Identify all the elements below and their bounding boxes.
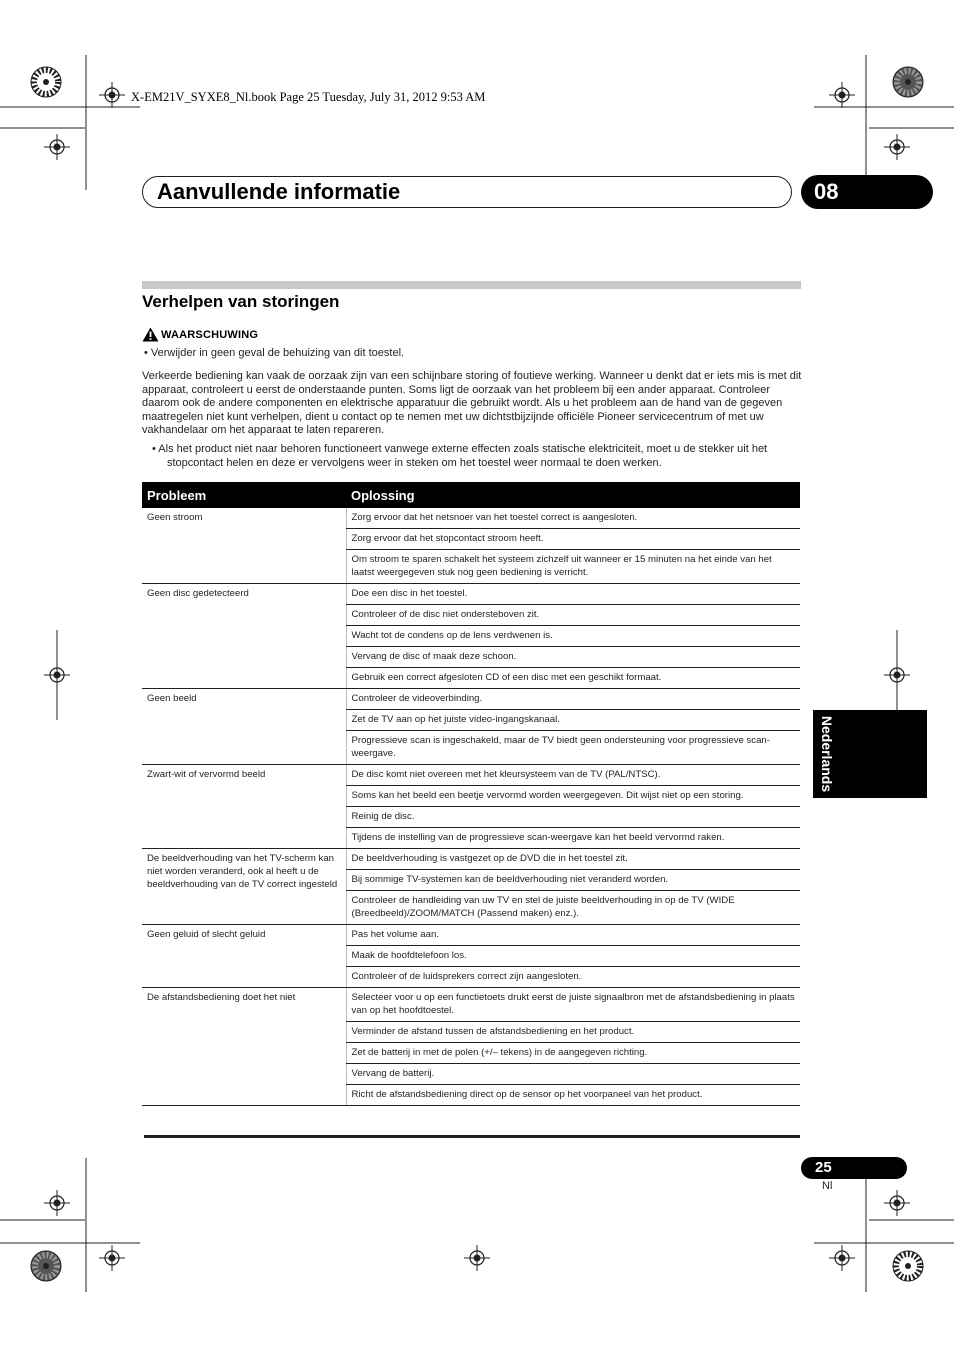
problem-cell: Geen disc gedetecteerd <box>142 584 346 689</box>
solution-cell: Zet de batterij in met de polen (+/– tekens) in de aangegeven richting. <box>346 1043 800 1064</box>
table-row <box>142 689 800 710</box>
solution-cell: Om stroom te sparen schakelt het systeem zichzelf uit wanneer er 15 minuten na het einde van het laatst weergegeven stuk nog geen bediening is verricht. <box>346 550 800 584</box>
crosshair-mark <box>99 1245 125 1271</box>
color-wheel-mark <box>31 1251 61 1281</box>
solution-cell: Vervang de batterij. <box>346 1064 800 1085</box>
solution-cell: Gebruik een correct afgesloten CD of een disc met een geschikt formaat. <box>346 668 800 689</box>
crosshair-mark <box>829 1245 855 1271</box>
section-divider <box>142 281 801 289</box>
solution-cell: Maak de hoofdtelefoon los. <box>346 946 800 967</box>
table-row <box>142 765 800 786</box>
solution-cell: Wacht tot de condens op de lens verdwenen is. <box>346 626 800 647</box>
chapter-title: Aanvullende informatie <box>157 179 401 204</box>
solution-cell: Reinig de disc. <box>346 807 800 828</box>
chapter-number: 08 <box>814 179 839 204</box>
crosshair-mark <box>884 662 910 688</box>
color-wheel-mark <box>31 67 61 97</box>
solution-cell: Bij sommige TV-systemen kan de beeldverhouding niet veranderd worden. <box>346 870 800 891</box>
solution-cell: Selecteer voor u op een functietoets drukt eerst de juiste signaalbron met de afstandsbediening in plaats van op het hoofdtoestel. <box>346 988 800 1022</box>
warning-heading <box>142 327 258 342</box>
solution-cell: Zorg ervoor dat het netsnoer van het toestel correct is aangesloten. <box>346 508 800 529</box>
table-row <box>142 849 800 870</box>
problem-cell: Geen stroom <box>142 508 346 584</box>
color-wheel-mark <box>893 67 923 97</box>
crosshair-mark <box>884 134 910 160</box>
table-row <box>142 925 800 946</box>
troubleshooting-table <box>142 482 800 1106</box>
solution-cell: Tijdens de instelling van de progressieve scan-weergave kan het beeld vervormd raken. <box>346 828 800 849</box>
warning-label: WAARSCHUWING <box>161 328 259 341</box>
file-header: X-EM21V_SYXE8_Nl.book Page 25 Tuesday, July 31, 2012 9:53 AM <box>131 90 486 104</box>
solution-cell: Controleer de handleiding van uw TV en stel de juiste beeldverhouding in op de TV (WIDE (Breedbeeld)/ZOOM/MATCH (Passend maken) enz.). <box>346 891 800 925</box>
page-language-code: Nl <box>822 1180 833 1192</box>
page-number: 25 <box>815 1159 832 1176</box>
solution-cell: De beeldverhouding is vastgezet op de DVD die in het toestel zit. <box>346 849 800 870</box>
table-row <box>142 988 800 1022</box>
crosshair-mark <box>44 662 70 688</box>
solution-cell: Doe een disc in het toestel. <box>346 584 800 605</box>
note-bullet: • Als het product niet naar behoren functioneert vanwege externe effecten zoals statische elektriciteit, moet u de stekker uit het stopcontact helen en deze er vervolgens weer in steken om het toestel weer normaal te doen werken. <box>152 443 768 469</box>
crosshair-mark <box>99 82 125 108</box>
table-row <box>142 584 800 605</box>
problem-cell: Geen beeld <box>142 689 346 765</box>
language-side-tab-text: Nederlands <box>819 715 835 793</box>
table-row <box>142 508 800 529</box>
warning-triangle-icon <box>142 327 159 342</box>
table-bottom-rule <box>144 1135 800 1138</box>
solution-cell: Pas het volume aan. <box>346 925 800 946</box>
problem-cell: De beeldverhouding van het TV-scherm kan niet worden veranderd, ook al heeft u de beeldverhouding van de TV correct ingesteld <box>142 849 346 925</box>
solution-cell: Controleer de videoverbinding. <box>346 689 800 710</box>
problem-cell: Geen geluid of slecht geluid <box>142 925 346 988</box>
color-wheel-mark <box>893 1251 923 1281</box>
column-header-problem: Probleem <box>142 482 346 508</box>
crosshair-mark <box>44 134 70 160</box>
table-header-row <box>142 482 800 508</box>
section-title: Verhelpen van storingen <box>142 292 340 311</box>
language-side-tab-label <box>813 710 841 798</box>
solution-cell: Soms kan het beeld een beetje vervormd worden weergegeven. Dit wijst niet op een storing. <box>346 786 800 807</box>
intro-paragraph: Verkeerde bediening kan vaak de oorzaak zijn van een schijnbare storing of foutieve werking. Wanneer u denkt dat er iets mis is met dit apparaat, controleert u eerst de onderstaande punten. Soms ligt de oorzaak van het probleem bij een ander apparaat. Controleer daarom ook de andere componenten en elektrische apparatuur die gebruikt wordt. Als u het probleem aan de hand van de gegeven maatregelen niet kunt verhelpen, dient u contact op te nemen met uw dichtstbijzijnde officiële Pioneer servicecentrum of met uw vakhandelaar om het apparaat te laten repareren. <box>142 370 802 437</box>
solution-cell: Vervang de disc of maak deze schoon. <box>346 647 800 668</box>
solution-cell: Controleer of de disc niet ondersteboven zit. <box>346 605 800 626</box>
solution-cell: De disc komt niet overeen met het kleursysteem van de TV (PAL/NTSC). <box>346 765 800 786</box>
solution-cell: Richt de afstandsbediening direct op de sensor op het voorpaneel van het product. <box>346 1085 800 1106</box>
crosshair-mark <box>829 82 855 108</box>
crosshair-mark <box>884 1190 910 1216</box>
solution-cell: Zorg ervoor dat het stopcontact stroom heeft. <box>346 529 800 550</box>
solution-cell: Verminder de afstand tussen de afstandsbediening en het product. <box>346 1022 800 1043</box>
solution-cell: Zet de TV aan op het juiste video-ingangskanaal. <box>346 710 800 731</box>
crosshair-mark <box>44 1190 70 1216</box>
solution-cell: Controleer of de luidsprekers correct zijn aangesloten. <box>346 967 800 988</box>
crosshair-mark <box>464 1245 490 1271</box>
problem-cell: Zwart-wit of vervormd beeld <box>142 765 346 849</box>
solution-cell: Progressieve scan is ingeschakeld, maar de TV biedt geen ondersteuning voor progressieve scan-weergave. <box>346 731 800 765</box>
warning-text: • Verwijder in geen geval de behuizing van dit toestel. <box>144 347 405 359</box>
column-header-solution: Oplossing <box>346 482 800 508</box>
table-body <box>142 508 800 1106</box>
problem-cell: De afstandsbediening doet het niet <box>142 988 346 1106</box>
